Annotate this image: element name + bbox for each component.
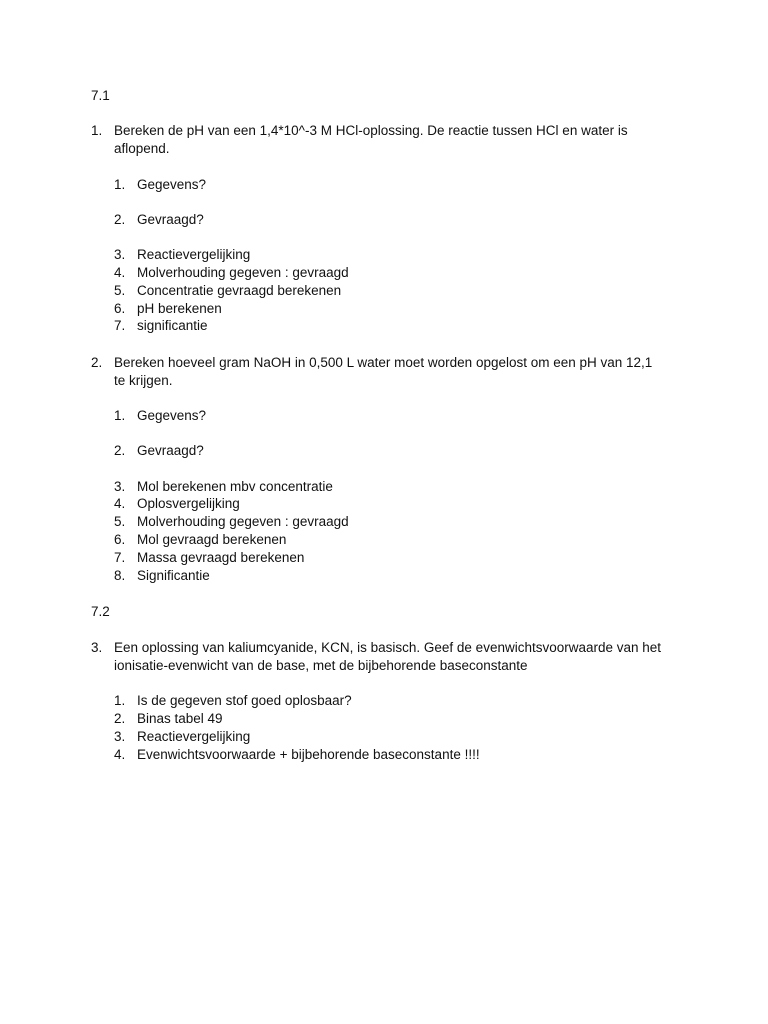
step-item: [114, 407, 206, 425]
step-item: [114, 442, 204, 460]
step-item: [114, 264, 349, 282]
step-number: 1.: [114, 177, 126, 192]
step-item: [114, 531, 286, 549]
step-item: [114, 549, 304, 567]
question-item: [91, 639, 671, 675]
question-text: Bereken de pH van een 1,4*10^-3 M HCl-oplossing. De reactie tussen HCl en water is aflopend.: [114, 123, 628, 156]
question-item: [91, 122, 671, 158]
step-item: [114, 710, 223, 728]
step-label: Mol gevraagd berekenen: [137, 532, 287, 547]
step-item: [114, 176, 206, 194]
step-label: Reactievergelijking: [137, 729, 251, 744]
step-label: pH berekenen: [137, 301, 222, 316]
step-item: [114, 746, 480, 764]
section-heading: 7.2: [91, 604, 110, 619]
question-number: 3.: [91, 640, 103, 655]
step-number: 2.: [114, 711, 126, 726]
step-item: [114, 478, 333, 496]
step-label: Mol berekenen mbv concentratie: [137, 479, 333, 494]
step-item: [114, 211, 204, 229]
step-label: Concentratie gevraagd berekenen: [137, 283, 342, 298]
section-heading: 7.1: [91, 88, 110, 103]
step-label: Significantie: [137, 568, 210, 583]
question-text: Een oplossing van kaliumcyanide, KCN, is basisch. Geef de evenwichtsvoorwaarde van het ionisatie-evenwicht van de base, met de bijbehorende baseconstante: [114, 640, 662, 673]
step-label: Reactievergelijking: [137, 247, 251, 262]
step-number: 1.: [114, 408, 126, 423]
question-text: Bereken hoeveel gram NaOH in 0,500 L water moet worden opgelost om een pH van 12,1 te krijgen.: [114, 355, 653, 388]
step-label: significantie: [137, 318, 208, 333]
step-item: [114, 282, 341, 300]
step-number: 3.: [114, 729, 126, 744]
step-item: [114, 317, 208, 335]
step-label: Gegevens?: [137, 408, 207, 423]
step-number: 5.: [114, 514, 126, 529]
step-label: Molverhouding gegeven : gevraagd: [137, 265, 349, 280]
step-number: 4.: [114, 747, 126, 762]
step-number: 1.: [114, 693, 126, 708]
step-number: 3.: [114, 479, 126, 494]
step-number: 5.: [114, 283, 126, 298]
step-number: 6.: [114, 532, 126, 547]
question-number: 2.: [91, 355, 103, 370]
step-item: [114, 300, 222, 318]
step-item: [114, 495, 240, 513]
step-number: 2.: [114, 212, 126, 227]
step-number: 6.: [114, 301, 126, 316]
step-label: Oplosvergelijking: [137, 496, 240, 511]
step-number: 3.: [114, 247, 126, 262]
question-number: 1.: [91, 123, 103, 138]
step-label: Gevraagd?: [137, 443, 204, 458]
step-number: 4.: [114, 496, 126, 511]
step-label: Is de gegeven stof goed oplosbaar?: [137, 693, 352, 708]
step-label: Evenwichtsvoorwaarde + bijbehorende baseconstante !!!!: [137, 747, 480, 762]
step-item: [114, 246, 250, 264]
step-number: 4.: [114, 265, 126, 280]
step-number: 8.: [114, 568, 126, 583]
step-item: [114, 513, 349, 531]
step-number: 7.: [114, 318, 126, 333]
step-label: Binas tabel 49: [137, 711, 223, 726]
step-number: 2.: [114, 443, 126, 458]
step-number: 7.: [114, 550, 126, 565]
step-label: Gevraagd?: [137, 212, 204, 227]
step-item: [114, 567, 210, 585]
question-item: [91, 354, 671, 390]
step-label: Gegevens?: [137, 177, 207, 192]
step-item: [114, 692, 352, 710]
step-item: [114, 728, 250, 746]
step-label: Molverhouding gegeven : gevraagd: [137, 514, 349, 529]
step-label: Massa gevraagd berekenen: [137, 550, 305, 565]
